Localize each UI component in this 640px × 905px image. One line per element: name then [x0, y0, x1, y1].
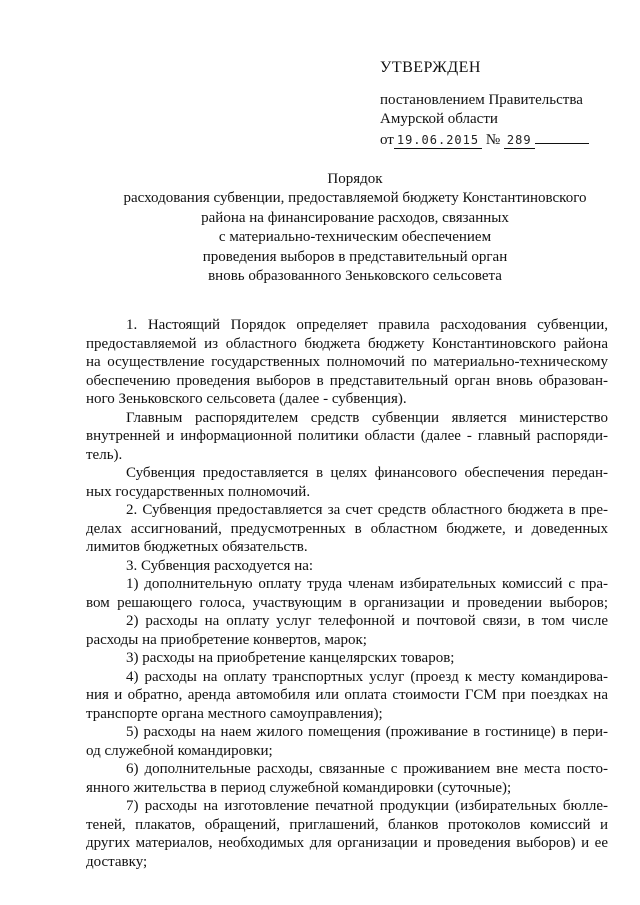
approval-heading: УТВЕРЖДЕН [380, 59, 481, 76]
body-line: 2. Субвенция предоставляется за счет средств областного бюджета в пре- [126, 502, 608, 518]
body-line: тель). [86, 446, 123, 463]
title-line: с материально-техническим обеспечением [218, 229, 492, 246]
body-line: ного Зеньковского сельсовета (далее - субвенция). [86, 391, 407, 407]
approval-date: 19.06.2015 [394, 133, 482, 149]
body-line: доставку; [86, 853, 148, 870]
body-line: обеспечению проведения выборов в представительный орган вновь образован- [86, 372, 608, 389]
approval-number-underline [535, 129, 589, 144]
body-line: 4) расходы на оплату транспортных услуг (проезд к месту командирова- [126, 668, 608, 685]
body-line: на осуществление государственных полномочий по материально-техническому [86, 354, 608, 370]
body-line: Субвенция предоставляется в целях финансового обеспечения передан- [126, 465, 608, 481]
title-line: вновь образованного Зеньковского сельсовета [208, 268, 502, 285]
document-body [86, 316, 608, 871]
body-line: 3) расходы на приобретение канцелярских товаров; [126, 650, 455, 666]
approval-stamp [380, 58, 610, 150]
body-line: 1. Настоящий Порядок определяет правила расходования субвенции, [126, 317, 608, 333]
body-line: 3. Субвенция расходуется на: [126, 557, 314, 574]
body-line: вом решающего голоса, участвующим в организации и проведении выборов; [86, 594, 608, 611]
body-line: 2) расходы на оплату услуг телефонной и почтовой связи, в том числе [126, 613, 608, 629]
body-line: янного жительства в период служебной командировки (суточные); [86, 779, 512, 796]
body-line: 5) расходы на наем жилого помещения (проживание в гостинице) в пери- [126, 724, 608, 740]
body-line: транспорте органа местного самоуправления); [86, 705, 383, 722]
body-line: расходы на приобретение конвертов, марок; [86, 631, 367, 648]
approval-number-label: № [485, 132, 501, 148]
body-line: Главным распорядителем средств субвенции является министерство [126, 409, 608, 426]
approval-line-2: Амурской области [380, 111, 498, 127]
approval-date-line [380, 129, 610, 150]
body-line: од служебной командировки; [86, 742, 273, 759]
approval-line-1: постановлением Правительства [380, 92, 583, 108]
approval-number: 289 [504, 133, 535, 149]
body-line: предоставляемой из областного бюджета бюджету Константиновского района [86, 335, 608, 352]
approval-from-label: от [380, 132, 394, 148]
body-line: 6) дополнительные расходы, связанные с проживанием вне места посто- [126, 761, 608, 777]
body-line: лимитов бюджетных обязательств. [86, 539, 308, 555]
body-line: других материалов, необходимых для организации и проведения выборов) и ее [86, 835, 608, 851]
body-line: делах ассигнований, предусмотренных в областном бюджете, и доведенных [86, 520, 608, 537]
body-line: ния и обратно, аренда автомобиля или оплата стоимости ГСМ при поездках на [86, 687, 608, 703]
title-line: расходования субвенции, предоставляемой бюджету Константиновского [123, 190, 587, 207]
body-line: ных государственных полномочий. [86, 483, 311, 500]
title-line: проведения выборов в представительный орган [202, 248, 508, 265]
body-line: 7) расходы на изготовление печатной продукции (избирательных бюлле- [126, 798, 608, 814]
body-line: теней, плакатов, обращений, приглашений, бланков протоколов комиссий и [86, 816, 608, 833]
title-line: района на финансирование расходов, связанных [201, 209, 509, 226]
body-line: внутренней и информационной политики области (далее - главный распоряди- [86, 428, 608, 444]
document-title [100, 170, 610, 286]
title-line: Порядок [327, 171, 383, 187]
body-line: 1) дополнительную оплату труда членам избирательных комиссий с пра- [126, 576, 608, 592]
